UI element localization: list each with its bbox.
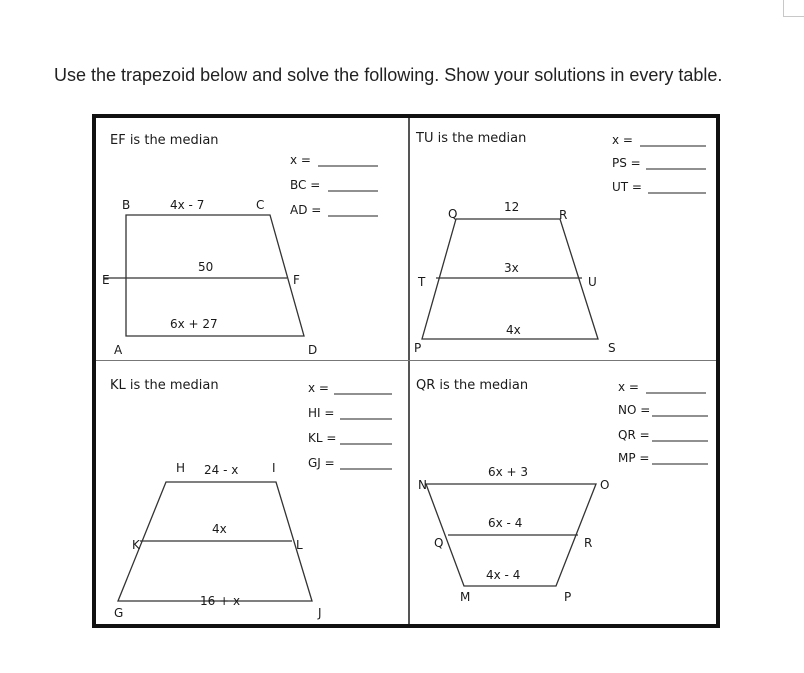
panel-kl-median — [96, 361, 408, 624]
trapezoid-qr-figure — [410, 361, 716, 624]
vertex-g-label: G — [114, 606, 124, 620]
trapezoid-shape — [422, 219, 598, 339]
answer-x-label: x = — [612, 133, 633, 147]
answer-ut-label: UT = — [612, 180, 642, 194]
instructions-text: Use the trapezoid below and solve the following. Show your solutions in every table. — [54, 65, 723, 85]
vertex-q-label: Q — [434, 536, 444, 550]
panel-ef-median — [96, 118, 408, 360]
vertex-e-label: E — [102, 273, 110, 287]
answer-bc-label: BC = — [290, 178, 321, 192]
vertex-h-label: H — [176, 461, 186, 475]
vertex-p-label: P — [414, 341, 422, 355]
answer-no-label: NO = — [618, 403, 651, 417]
answer-hi-label: HI = — [308, 406, 335, 420]
vertex-n-label: N — [418, 478, 427, 492]
worksheet-table — [92, 114, 720, 628]
panel-title: QR is the median — [416, 378, 529, 393]
answer-mp-label: MP = — [618, 451, 650, 465]
vertex-i-label: I — [272, 461, 276, 475]
top-base-expression: 12 — [504, 200, 520, 214]
vertex-m-label: M — [460, 590, 471, 604]
bottom-base-expression: 4x — [506, 323, 521, 337]
answer-ad-label: AD = — [290, 203, 322, 217]
vertex-b-label: B — [122, 198, 131, 212]
vertex-a-label: A — [114, 343, 123, 357]
answer-x-label: x = — [618, 380, 639, 394]
vertex-p-label: P — [564, 590, 572, 604]
panel-qr-median — [410, 361, 716, 624]
vertex-u-label: U — [588, 275, 597, 289]
trapezoid-tu-figure — [410, 118, 716, 360]
panel-title: TU is the median — [416, 131, 527, 146]
vertex-q-label: Q — [448, 207, 458, 221]
vertex-o-label: O — [600, 478, 610, 492]
vertex-t-label: T — [418, 275, 426, 289]
vertex-k-label: K — [132, 538, 140, 552]
trapezoid-kl-figure — [96, 361, 408, 624]
answer-x-label: x = — [290, 153, 311, 167]
top-base-expression: 24 - x — [204, 463, 239, 477]
bottom-base-expression: 4x - 4 — [486, 568, 521, 582]
answer-x-label: x = — [308, 381, 329, 395]
trapezoid-ef-figure — [96, 118, 408, 360]
panel-title: EF is the median — [110, 133, 219, 148]
answer-ps-label: PS = — [612, 156, 641, 170]
bottom-base-expression: 6x + 27 — [170, 317, 218, 331]
vertex-f-label: F — [293, 273, 300, 287]
vertex-s-label: S — [608, 341, 616, 355]
vertex-c-label: C — [256, 198, 265, 212]
answer-kl-label: KL = — [308, 431, 337, 445]
vertex-r-label: R — [559, 208, 568, 222]
vertex-l-label: L — [296, 538, 303, 552]
panel-title: KL is the median — [110, 378, 219, 393]
panel-tu-median — [410, 118, 716, 360]
top-base-expression: 6x + 3 — [488, 465, 529, 479]
bottom-base-expression: 16 + x — [200, 594, 241, 608]
median-expression: 3x — [504, 261, 519, 275]
vertex-r-label: R — [584, 536, 593, 550]
median-expression: 50 — [198, 260, 214, 274]
answer-qr-label: QR = — [618, 428, 650, 442]
median-expression: 4x — [212, 522, 227, 536]
top-base-expression: 4x - 7 — [170, 198, 205, 212]
window-corner-box — [783, 0, 804, 17]
vertex-j-label: J — [318, 606, 322, 620]
vertex-d-label: D — [308, 343, 318, 357]
median-expression: 6x - 4 — [488, 516, 523, 530]
answer-gj-label: GJ = — [308, 456, 335, 470]
